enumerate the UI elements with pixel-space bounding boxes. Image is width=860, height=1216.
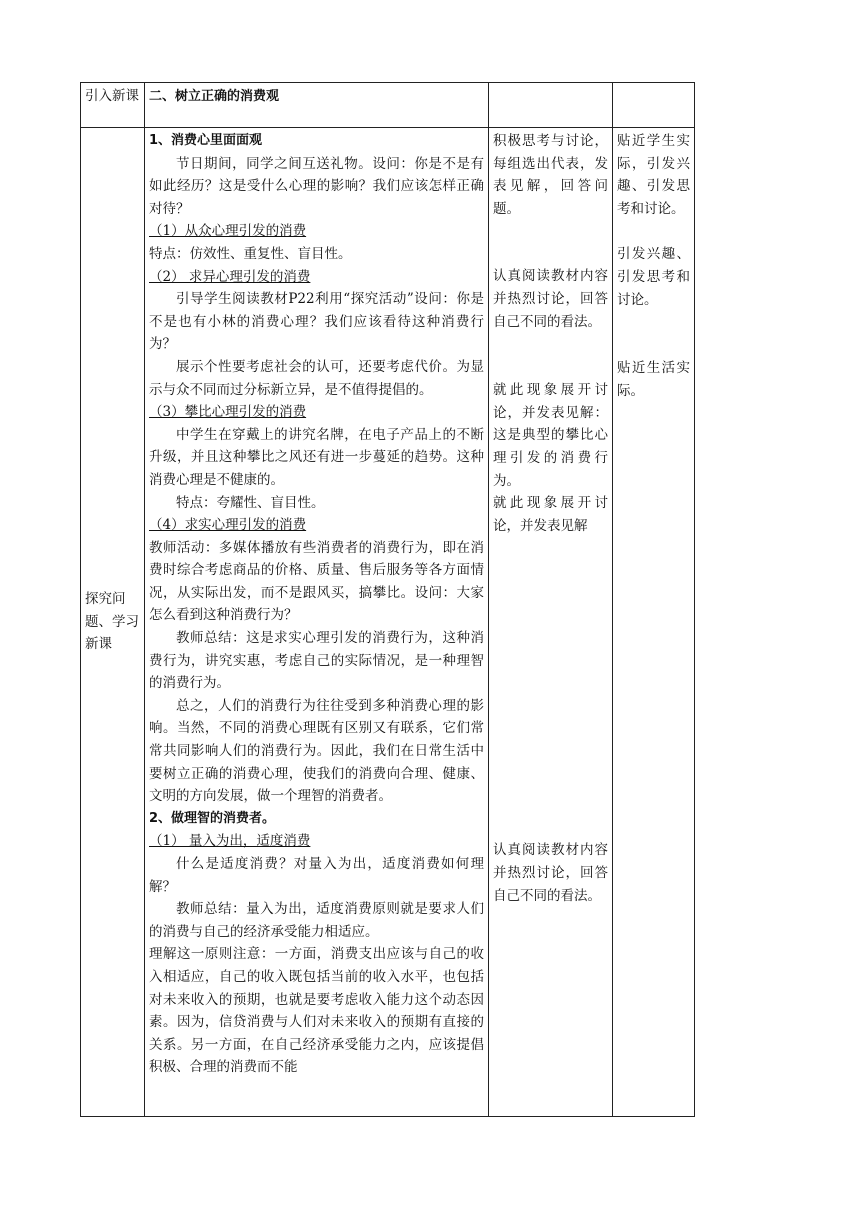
table-row [81, 128, 695, 1117]
paragraph: 教师总结：量入为出，适度消费原则就是要求人们的消费与自己的经济承受能力相适应。 [149, 901, 484, 940]
design-intent: 贴近学生实际，引发兴趣、引发思考和讨论。 [617, 133, 690, 217]
design-intent-cell [613, 83, 695, 128]
student-activity: 认真阅读教材内容并热烈讨论，回答自己不同的看法。 [493, 268, 608, 330]
student-activity: 就此现象展开讨论，并发表见解 [493, 495, 608, 534]
section-title-cell [145, 83, 489, 128]
subsection-heading: 2、做理智的消费者。 [149, 810, 276, 826]
teaching-content-cell [145, 128, 489, 1117]
subtopic-title: （3）攀比心理引发的消费 [149, 404, 307, 421]
paragraph: 什么是适度消费？对量入为出，适度消费如何理解？ [149, 856, 484, 895]
paragraph: 中学生在穿戴上的讲究名牌，在电子产品上的不断升级，并且这种攀比之风还有进一步蔓延的趋势。这种消费心理是不健康的。 [149, 426, 484, 488]
subtopic-title: （4）求实心理引发的消费 [149, 517, 307, 534]
paragraph: 教师活动：多媒体播放有些消费者的消费行为，即在消费时综合考虑商品的价格、质量、售后服务等各方面情况，从实际出发，而不是跟风买，搞攀比。设问：大家怎么看到这种消费行为？ [149, 539, 484, 624]
stage-cell: 探究问题、学习新课 [81, 128, 145, 1117]
student-activity-cell [489, 128, 613, 1117]
student-activity: 积极思考与讨论，每组选出代表，发表见解，回答问题。 [493, 133, 608, 217]
paragraph: 引导学生阅读教材P22利用“探究活动”设问：你是不是也有小林的消费心理？我们应该看待这种消费行为？ [149, 291, 484, 353]
subtopic-title: （1）从众心理引发的消费 [149, 223, 307, 240]
paragraph: 总之，人们的消费行为往往受到多种消费心理的影响。当然，不同的消费心理既有区别又有联系，它们常常共同影响人们的消费行为。因此，我们在日常生活中要树立正确的消费心理，使我们的消费向合理、健康、文明的方向发展，做一个理智的消费者。 [149, 697, 484, 805]
paragraph: 理解这一原则注意：一方面，消费支出应该与自己的收入相适应，自己的收入既包括当前的收入水平，也包括对未来收入的预期，也就是要考虑收入能力这个动态因素。因为，信贷消费与人们对未来收入的预期有直接的关系。另一方面，在自己经济承受能力之内，应该提倡积极、合理的消费而不能 [149, 946, 484, 1076]
design-intent: 引发兴趣、引发思考和讨论。 [617, 246, 690, 308]
section-title: 二、树立正确的消费观 [149, 89, 280, 104]
subsection-heading: 1、消费心里面面观 [149, 133, 263, 148]
student-activity-cell [489, 83, 613, 128]
student-activity: 就此现象展开讨论，并发表见解：这是典型的攀比心理引发的消费行为。 [493, 382, 608, 489]
paragraph: 节日期间，同学之间互送礼物。设问：你是不是有如此经历？这是受什么心理的影响？我们应该怎样正确对待？ [149, 155, 484, 217]
paragraph: 教师总结：这是求实心理引发的消费行为，这种消费行为，讲究实惠，考虑自己的实际情况，是一种理智的消费行为。 [149, 630, 484, 692]
design-intent-cell [613, 128, 695, 1117]
stage-cell: 引入新课 [81, 83, 145, 128]
lesson-table [80, 82, 695, 1117]
table-row [81, 83, 695, 128]
design-intent: 贴近生活实际。 [617, 360, 690, 399]
paragraph: 展示个性要考虑社会的认可，还要考虑代价。为显示与众不同而过分标新立异，是不值得提倡的。 [149, 358, 484, 398]
subtopic-title: （1） 量入为出，适度消费 [149, 833, 311, 850]
paragraph: 特点：仿效性、重复性、盲目性。 [149, 245, 352, 262]
subtopic-title: （2） 求异心理引发的消费 [149, 268, 311, 285]
student-activity: 认真阅读教材内容并热烈讨论，回答自己不同的看法。 [493, 842, 608, 904]
paragraph: 特点：夸耀性、盲目性。 [176, 494, 325, 511]
